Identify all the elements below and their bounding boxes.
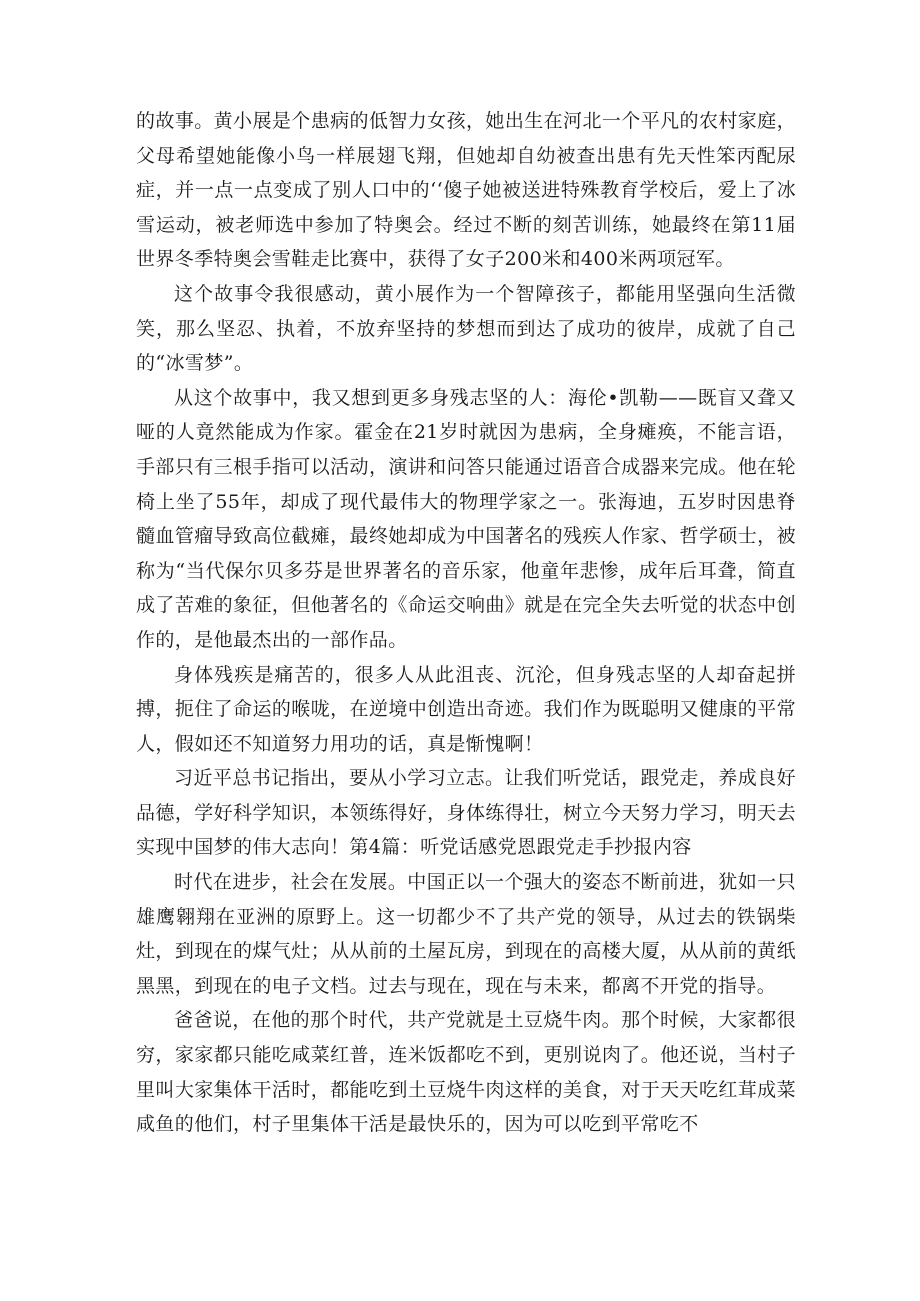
paragraph: 爸爸说，在他的那个时代，共产党就是土豆烧牛肉。那个时候，大家都很穷，家家都只能吃咸菜红普，连米饭都吃不到，更别说肉了。他还说，当村子里叫大家集体干活时，都能吃到土豆烧牛肉这样的美食，对于天天吃红茸成菜咸鱼的他们，村子里集体干活是最快乐的，因为可以吃到平常吃不 xyxy=(136,1009,796,1136)
paragraph: 从这个故事中，我又想到更多身残志坚的人：海伦•凯勒——既盲又聋又哑的人竟然能成为作家。霍金在21岁时就因为患病，全身瘫痪，不能言语，手部只有三根手指可以活动，演讲和问答只能通过语音合成器来完成。他在轮椅上坐了55年，却成了现代最伟大的物理学家之一。张海迪，五岁时因患脊髓血管瘤导致高位截瘫，最终她却成为中国著名的残疾人作家、哲学硕士，被称为“当代保尔贝多芬是世界著名的音乐家，他童年悲惨，成年后耳聋，简直成了苦难的象征，但他著名的《命运交响曲》就是在完全失去听觉的状态中创作的，是他最杰出的一部作品。 xyxy=(136,386,796,651)
paragraph: 时代在进步，社会在发展。中国正以一个强大的姿态不断前进，犹如一只雄鹰翱翔在亚洲的原野上。这一切都少不了共产党的领导，从过去的铁锅柴灶，到现在的煤气灶；从从前的土屋瓦房，到现在的高楼大厦，从从前的黄纸黑黑，到现在的电子文档。过去与现在，现在与未来，都离不开党的指导。 xyxy=(136,871,796,997)
paragraph: 的故事。黄小展是个患病的低智力女孩，她出生在河北一个平凡的农村家庭，父母希望她能像小鸟一样展翅飞翔，但她却自幼被查出患有先天性笨丙配尿症，并一点一点变成了别人口中的‘‘傻子她被送进特殊教育学校后，爱上了冰雪运动，被老师选中参加了特奥会。经过不断的刻苦训练，她最终在第11届世界冬季特奥会雪鞋走比赛中，获得了女子200米和400米两项冠军。 xyxy=(136,110,796,271)
paragraph: 习近平总书记指出，要从小学习立志。让我们听党话，跟党走，养成良好品德，学好科学知识，本领练得好，身体练得壮，树立今天努力学习，明天去实现中国梦的伟大志向！第4篇：听党话感党恩跟党走手抄报内容 xyxy=(136,767,796,859)
paragraph: 身体残疾是痛苦的，很多人从此沮丧、沉沦，但身残志坚的人却奋起拼搏，扼住了命运的喉咙，在逆境中创造出奇迹。我们作为既聪明又健康的平常人，假如还不知道努力用功的话，真是惭愧啊！ xyxy=(136,663,796,755)
document-body xyxy=(136,104,796,1142)
paragraph: 这个故事令我很感动，黄小展作为一个智障孩子，都能用坚强向生活微笑，那么坚忍、执着，不放弃坚持的梦想而到达了成功的彼岸，成就了自己的“冰雪梦”。 xyxy=(136,282,796,375)
